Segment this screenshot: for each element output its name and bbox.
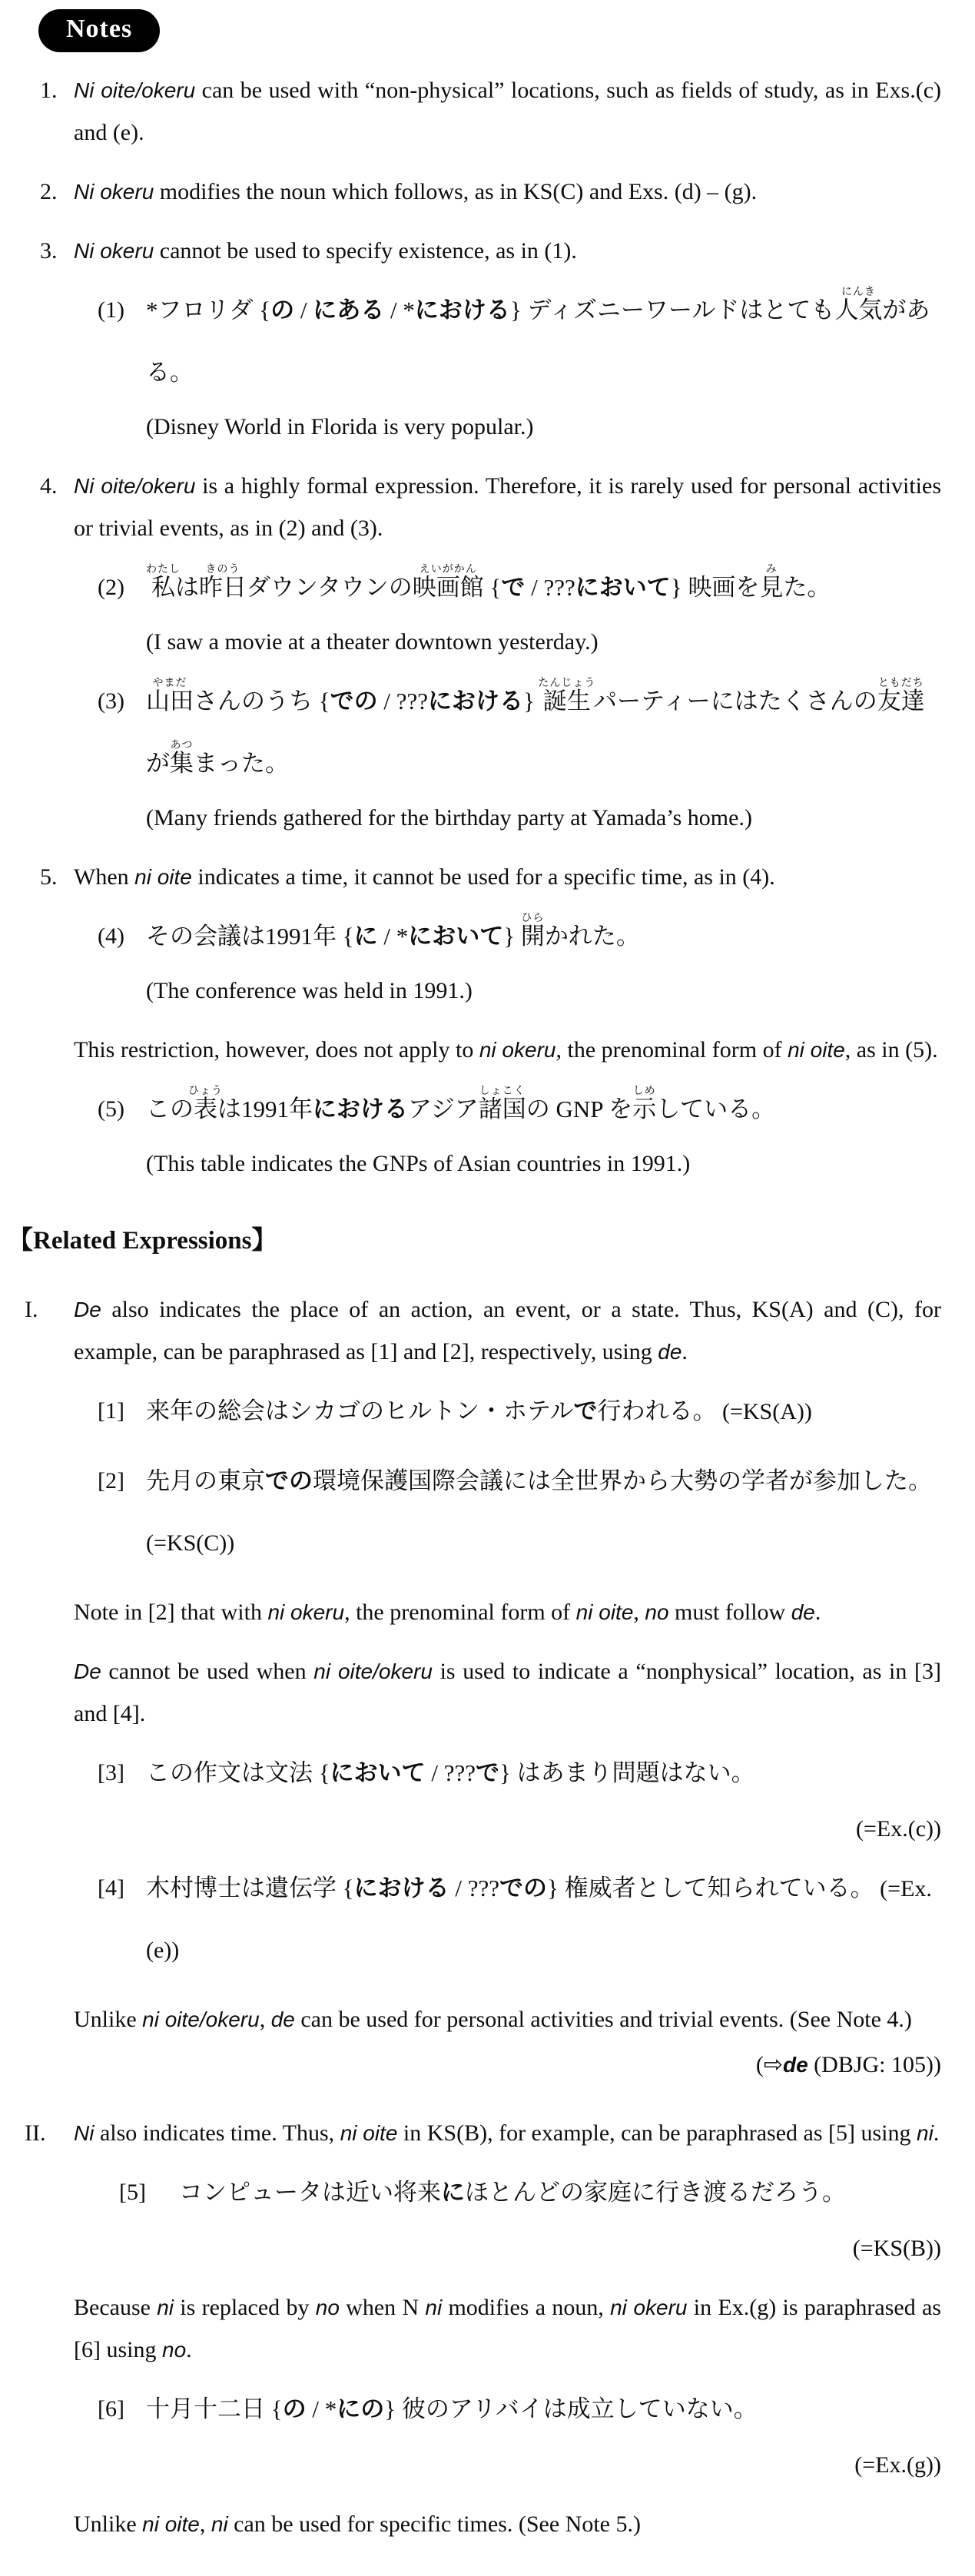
furigana [632, 1086, 657, 1122]
text-run: (=Ex.(e)) [146, 1876, 932, 1963]
furigana [188, 1086, 223, 1122]
example-translation [38, 406, 941, 448]
related-expression-item [25, 1288, 941, 1373]
example-number: (5) [98, 1096, 124, 1122]
jp-text: 先月の東京 [146, 1467, 265, 1494]
note-paragraph [38, 1029, 941, 1071]
example-sentence [38, 1381, 941, 1443]
jp-text: 木村博士は遺伝学 [146, 1875, 343, 1901]
furigana-reading: ひら [520, 913, 545, 924]
jp-text: / * [306, 2395, 337, 2422]
jp-text: 友達 [877, 688, 925, 714]
jp-text: ダウンタウンの [247, 574, 413, 601]
jp-text: 示 [632, 1096, 657, 1122]
jp-text: で [501, 574, 526, 601]
jp-text: の [282, 2395, 307, 2422]
romaji-term: de [270, 2007, 295, 2031]
jp-text: における [414, 297, 510, 323]
jp-text: の [270, 297, 295, 323]
romaji-term: no [162, 2338, 187, 2362]
jp-text: た。 [783, 574, 831, 601]
example-translation [38, 1142, 941, 1185]
jp-text: / ??? [377, 688, 429, 714]
example-translation [38, 797, 941, 839]
furigana [478, 1086, 526, 1122]
furigana-reading: わたし [146, 564, 181, 575]
text-run: (The conference was held in 1991.) [146, 978, 473, 1003]
item-number: 5. [40, 864, 58, 890]
text-run: can be used with “non-physical” locations, such as fields of study, as in Exs.(c) and (e). [74, 78, 942, 145]
jp-text: の GNP を [526, 1096, 633, 1122]
jp-text: / ??? [525, 574, 575, 601]
furigana-reading: にんき [834, 287, 883, 298]
text-run: is a highly formal expression. Therefore, it is rarely used for personal activities or trivial events, as in (2) and (3). [74, 473, 941, 541]
text-run: , the prenominal form of [555, 1037, 788, 1063]
jp-text: } [670, 574, 688, 601]
text-run: , [259, 2007, 271, 2032]
jp-text: コンピュータは近い将来 [179, 2179, 441, 2206]
romaji-term: no [315, 2296, 340, 2319]
example-translation [38, 621, 941, 663]
romaji-term: ni okeru [267, 1600, 345, 1624]
jp-text: { [259, 297, 271, 323]
text-run: can be used for personal activities and trivial events. (See Note 4.) [294, 2007, 912, 2032]
romaji-term: ni oite [142, 2512, 200, 2536]
furigana-reading: み [759, 564, 784, 575]
jp-text: } [523, 688, 541, 714]
text-run: cannot be used to specify existence, as in (1). [154, 238, 577, 264]
romaji-term: ni oite/okeru [142, 2007, 260, 2031]
jp-text: { [318, 688, 330, 714]
item-number: 2. [40, 179, 58, 204]
romaji-term: ni oite/okeru [313, 1659, 433, 1683]
jp-text: { [270, 2395, 283, 2422]
cross-reference [38, 2444, 941, 2486]
jp-text: { [318, 1759, 330, 1786]
text-run: in Ex.(g) is paraphrased as [6] using [74, 2295, 941, 2362]
jp-text: 環境保護国際会議には全世界から大勢の学者が参加した。 [313, 1467, 932, 1494]
romaji-term: ni oite [788, 1038, 845, 1062]
jp-text: がある。 [146, 297, 930, 386]
jp-text: その会議は1991年 [146, 923, 343, 950]
romaji-term: de [658, 1340, 682, 1364]
jp-text: / [294, 297, 313, 323]
furigana [412, 564, 484, 601]
note-paragraph [38, 1591, 941, 1633]
furigana-reading: あつ [170, 740, 194, 751]
furigana-reading: しめ [632, 1086, 657, 1097]
jp-text: 映画を [688, 574, 760, 601]
example-sentence [38, 280, 941, 404]
jp-text: に [353, 923, 378, 950]
romaji-term: Ni oite/okeru [74, 474, 196, 498]
romaji-term: ni oite [575, 1600, 634, 1624]
jp-text: ディズニーワールドはとても [527, 297, 835, 323]
text-run: (I saw a movie at a theater downtown yesterday.) [146, 629, 599, 655]
jp-text: { [483, 574, 502, 601]
jp-text: / ??? [449, 1875, 500, 1901]
romaji-term: ni oite [340, 2121, 398, 2145]
related-expressions-header: 【Related Expressions】 [8, 1227, 277, 1255]
cross-reference [38, 1808, 941, 1850]
text-run: also indicates time. Thus, [94, 2120, 340, 2146]
example-number: (3) [98, 688, 124, 714]
furigana [146, 678, 194, 714]
example-sentence [38, 557, 941, 619]
furigana [834, 287, 883, 323]
example-sentence [38, 2379, 941, 2441]
jp-text: において [575, 574, 671, 601]
example-number: [5] [119, 2180, 146, 2205]
example-sentence [38, 1450, 941, 1574]
jp-text: 人気 [834, 297, 883, 323]
text-run: , [199, 2511, 211, 2537]
furigana-reading: ともだち [877, 678, 925, 689]
note-item [38, 856, 941, 898]
note-paragraph [38, 1650, 941, 1735]
text-run: Unlike [74, 2007, 143, 2032]
romaji-term: De [74, 1298, 101, 1321]
jp-text: 集 [170, 750, 194, 777]
jp-text: 十月十二日 [146, 2395, 271, 2422]
romaji-term: de [782, 2053, 808, 2077]
example-number: (1) [98, 297, 124, 323]
romaji-term: ni [917, 2121, 934, 2145]
jp-text: 昨日 [199, 574, 247, 601]
romaji-term: ni [425, 2296, 443, 2319]
furigana-reading: しょこく [478, 1086, 526, 1097]
furigana [520, 913, 545, 950]
text-run: (DBJG: 105)) [808, 2052, 941, 2077]
text-run: modifies a noun, [442, 2295, 611, 2320]
furigana [759, 564, 784, 601]
text-run: (=Ex.(g)) [854, 2452, 941, 2478]
jp-text: 映画館 [412, 574, 484, 601]
text-run: modifies the noun which follows, as in KS(C) and Exs. (d) – (g). [154, 179, 758, 204]
romaji-term: ni [157, 2296, 174, 2319]
jp-text: パーティーにはたくさんの [593, 688, 877, 714]
example-sentence [38, 2162, 941, 2224]
note-item [38, 465, 941, 549]
jp-text: ほとんどの家庭に行き渡るだろう。 [465, 2179, 846, 2206]
jp-text: まった。 [194, 750, 289, 777]
jp-text: { [342, 1875, 354, 1901]
jp-text: で [573, 1397, 598, 1424]
jp-text: 山田 [146, 688, 194, 714]
romaji-term: Ni okeru [74, 239, 154, 263]
text-run: (Many friends gathered for the birthday party at Yamada’s home.) [146, 805, 752, 830]
text-run: , [633, 1600, 645, 1625]
jp-text: は [175, 574, 199, 601]
romaji-term: ni [211, 2512, 228, 2536]
romaji-term: Ni okeru [74, 180, 154, 204]
jp-text: にの [337, 2395, 385, 2422]
jp-text: この作文は文法 [146, 1759, 319, 1786]
furigana [170, 740, 194, 777]
text-run: (Disney World in Florida is very popular.) [146, 414, 534, 439]
jp-text: はあまり問題はない。 [516, 1759, 755, 1786]
jp-text: 誕生 [538, 688, 596, 714]
jp-text: において [408, 923, 504, 950]
jp-text: { [342, 923, 354, 950]
text-run: , as in (5). [844, 1037, 938, 1063]
text-run: Unlike [74, 2511, 143, 2537]
jp-text: 行われる。 [597, 1397, 717, 1424]
furigana-reading: やまだ [146, 678, 194, 689]
text-run: (=Ex.(c)) [855, 1816, 941, 1842]
text-run: must follow [668, 1600, 791, 1625]
jp-text: での [265, 1467, 313, 1494]
example-number: [1] [98, 1398, 124, 1424]
note-paragraph [38, 2503, 941, 2545]
furigana [199, 564, 247, 601]
romaji-term: ni oite [134, 865, 192, 889]
example-sentence [38, 671, 941, 795]
romaji-term: ni okeru [479, 1038, 556, 1062]
furigana [146, 564, 181, 601]
text-run: . [814, 1600, 821, 1625]
furigana-reading: たんじょう [538, 678, 596, 689]
jp-text: 来年の総会はシカゴのヒルトン・ホテル [146, 1397, 574, 1424]
text-run: . [186, 2337, 192, 2362]
example-number: [3] [98, 1760, 124, 1785]
jp-text: で [476, 1759, 500, 1786]
jp-text: / * [384, 297, 415, 323]
jp-text: } [509, 297, 528, 323]
jp-text: 表 [188, 1096, 223, 1122]
cross-reference [38, 2044, 941, 2086]
example-sentence [38, 1742, 941, 1805]
jp-text: アジア [408, 1096, 479, 1122]
jp-text: での [330, 688, 378, 714]
text-run: , the prenominal form of [344, 1600, 576, 1625]
jp-text: 彼のアリバイは成立していない。 [401, 2395, 758, 2422]
jp-text: } [503, 923, 521, 950]
item-number: I. [25, 1297, 38, 1322]
jp-text: 私 [146, 574, 181, 601]
text-run: (=KS(B)) [852, 2236, 941, 2261]
example-number: [6] [98, 2396, 124, 2422]
text-run: This restriction, however, does not apply to [74, 1037, 479, 1063]
jp-text: において [330, 1759, 426, 1786]
note-paragraph [38, 2286, 941, 2371]
text-run: Because [74, 2295, 158, 2320]
item-number: 3. [40, 238, 58, 264]
text-run: also indicates the place of an action, an event, or a state. Thus, KS(A) and (C), for example, can be paraphrased as [1] and [2], respectively, using [74, 1297, 941, 1364]
romaji-term: De [74, 1659, 101, 1683]
furigana-reading: えいがかん [412, 564, 484, 575]
jp-text: *フロリダ [146, 297, 260, 323]
text-run: cannot be used when [101, 1659, 314, 1684]
jp-text: さんのうち [194, 688, 319, 714]
romaji-term: no [645, 1600, 669, 1624]
romaji-term: Ni [74, 2121, 95, 2145]
jp-text: 諸国 [478, 1096, 526, 1122]
note-item [38, 230, 941, 272]
jp-text: に [441, 2179, 465, 2206]
text-run: when N [339, 2295, 426, 2320]
furigana [538, 678, 596, 714]
furigana-reading: ひょう [188, 1086, 223, 1097]
jp-text: } [499, 1759, 517, 1786]
item-number: 1. [40, 78, 58, 103]
jp-text: している。 [656, 1096, 776, 1122]
romaji-term: ni okeru [610, 2296, 688, 2319]
text-run: (⇨ [755, 2052, 783, 2077]
example-sentence [38, 1858, 941, 1981]
note-item [38, 171, 941, 213]
jp-text: は1991年 [217, 1096, 313, 1122]
text-run: . [933, 2120, 940, 2146]
example-sentence [38, 1079, 941, 1141]
jp-text: における [353, 1875, 449, 1901]
text-run: is used to indicate a “nonphysical” location, as in [3] and [4]. [74, 1659, 941, 1726]
example-sentence [38, 906, 941, 968]
example-number: [4] [98, 1875, 124, 1901]
jp-text: にある [313, 297, 385, 323]
item-number: II. [25, 2120, 46, 2146]
text-run: (This table indicates the GNPs of Asian countries in 1991.) [146, 1151, 691, 1176]
furigana [877, 678, 925, 714]
example-number: (4) [98, 923, 124, 949]
jp-text: / ??? [425, 1759, 476, 1786]
related-expression-item [25, 2112, 941, 2154]
note-paragraph [38, 1998, 941, 2041]
jp-text: かれた。 [544, 923, 640, 950]
romaji-term: Ni oite/okeru [74, 78, 196, 102]
furigana-reading: きのう [199, 564, 247, 575]
example-number: [2] [98, 1468, 124, 1494]
jp-text: } [547, 1875, 565, 1901]
example-number: (2) [98, 575, 124, 600]
text-run: (=KS(C)) [146, 1530, 235, 1556]
jp-text: この [146, 1096, 194, 1122]
jp-text: / * [377, 923, 409, 950]
jp-text: での [499, 1875, 548, 1901]
jp-text: 開 [520, 923, 545, 950]
text-run: is replaced by [174, 2295, 316, 2320]
text-run: When [74, 864, 135, 890]
text-run: can be used for specific times. (See Note 5.) [227, 2511, 641, 2537]
note-item [38, 69, 941, 154]
jp-text: 見 [759, 574, 784, 601]
text-run: (=KS(A)) [716, 1399, 812, 1424]
cross-reference [38, 2227, 941, 2269]
romaji-term: de [791, 1600, 815, 1624]
jp-text: } [384, 2395, 402, 2422]
jp-text: が [146, 750, 170, 777]
notes-badge: Notes [38, 9, 160, 52]
jp-text: 権威者として知られている。 [564, 1875, 874, 1901]
text-run: . [682, 1339, 688, 1364]
text-run: in KS(B), for example, can be paraphrased as [5] using [397, 2120, 917, 2146]
text-run: indicates a time, it cannot be used for a specific time, as in (4). [191, 864, 775, 890]
text-run: Note in [2] that with [74, 1600, 268, 1625]
jp-text: における [428, 688, 524, 714]
jp-text: における [313, 1096, 408, 1122]
item-number: 4. [40, 473, 58, 499]
example-translation [38, 970, 941, 1012]
notes-content [8, 69, 942, 2545]
